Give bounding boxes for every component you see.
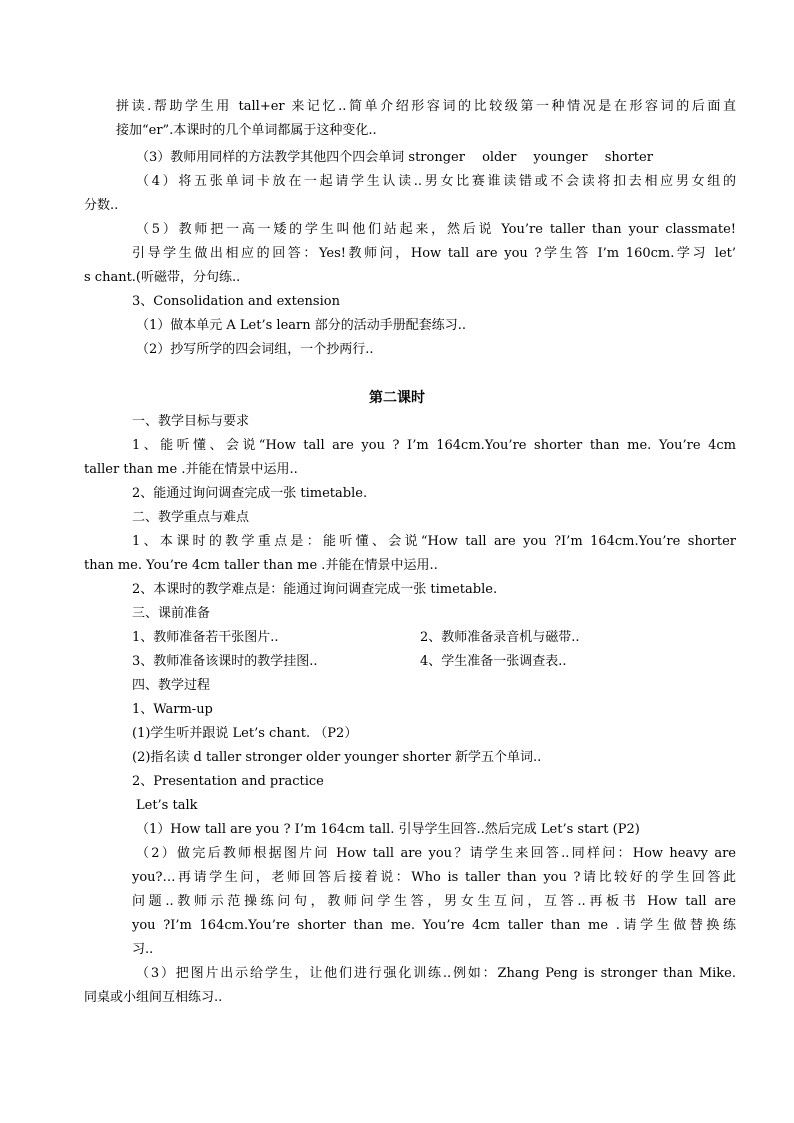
text-line: 拼读.帮助学生用 tall+er 来记忆..简单介绍形容词的比较级第一种情况是在形容词的后面直 [116,99,736,114]
text-line: 3、Consolidation and extension [132,294,340,309]
heading: 四、教学过程 [132,678,211,693]
text-line: 接加“er”.本课时的几个单词都属于这种变化.. [116,123,377,138]
text-line: than me. You’re 4cm taller than me .并能在情景中运用.. [84,558,438,573]
text-line: 1、教师准备若干张图片.. [132,630,279,645]
text-line: 4、学生准备一张调查表.. [420,654,567,669]
text-line: 2、Presentation and practice [132,774,324,789]
text-line: Let’s talk [136,798,198,813]
text-line: （3）把图片出示给学生，让他们进行强化训练..例如：Zhang Peng is stronger than Mike. [136,966,736,981]
text-line: （3）教师用同样的方法教学其他四个四会单词 stronger older younger shorter [136,150,653,165]
text-line: 3、教师准备该课时的教学挂图.. [132,654,318,669]
text-line: （5）教师把一高一矮的学生叫他们站起来，然后说 You’re taller than your classmate! [136,222,736,237]
text-line: 2、本课时的教学难点是：能通过询问调查完成一张 timetable. [132,582,498,597]
text-line: （2）做完后教师根据图片问 How tall are you？请学生来回答..同样问：How heavy are [136,846,736,861]
text-line: 习.. [132,942,154,957]
text-line: you ?I’m 164cm.You’re shorter than me. You’re 4cm taller than me .请学生做替换练 [132,918,736,933]
text-line: （1）How tall are you ? I’m 164cm tall. 引导学生回答..然后完成 Let’s start (P2) [136,822,640,837]
text-line: (2)指名读 d taller stronger older younger shorter 新学五个单词.. [132,750,542,765]
text-line: you?…再请学生问，老师回答后接着说：Who is taller than you ?请比较好的学生回答此 [132,870,736,885]
text-line: (1)学生听并跟说 Let’s chant. （P2） [132,726,358,741]
text-line: （2）抄写所学的四会词组，一个抄两行.. [136,342,374,357]
text-line: 分数.. [84,198,119,213]
heading: 一、教学目标与要求 [132,414,250,429]
heading: 二、教学重点与难点 [132,510,250,525]
text-line: （1）做本单元 A Let’s learn 部分的活动手册配套练习.. [136,318,466,333]
text-line: s chant.(听磁带，分句练.. [84,270,241,285]
text-line: （4）将五张单词卡放在一起请学生认读..男女比赛谁读错或不会读将扣去相应男女组的 [136,174,736,189]
section-title: 第二课时 [369,390,425,406]
text-line: 1、本课时的教学重点是：能听懂、会说“How tall are you ?I’m 164cm.You’re shorter [132,534,736,549]
text-line: 问题..教师示范操练问句，教师问学生答，男女生互问，互答..再板书 How tall are [132,894,736,909]
heading: 三、课前准备 [132,606,211,621]
text-line: 1、能听懂、会说“How tall are you ? I’m 164cm.You’re shorter than me. You’re 4cm [132,438,736,453]
text-line: taller than me .并能在情景中运用.. [84,462,298,477]
text-line: 2、教师准备录音机与磁带.. [420,630,580,645]
text-line: 2、能通过询问调查完成一张 timetable. [132,486,368,501]
text-line: 1、Warm-up [132,702,213,717]
text-line: 引导学生做出相应的回答：Yes!教师问，How tall are you ?学生答 I’m 160cm.学习 let’ [132,246,736,261]
text-line: 同桌或小组间互相练习.. [84,990,223,1005]
